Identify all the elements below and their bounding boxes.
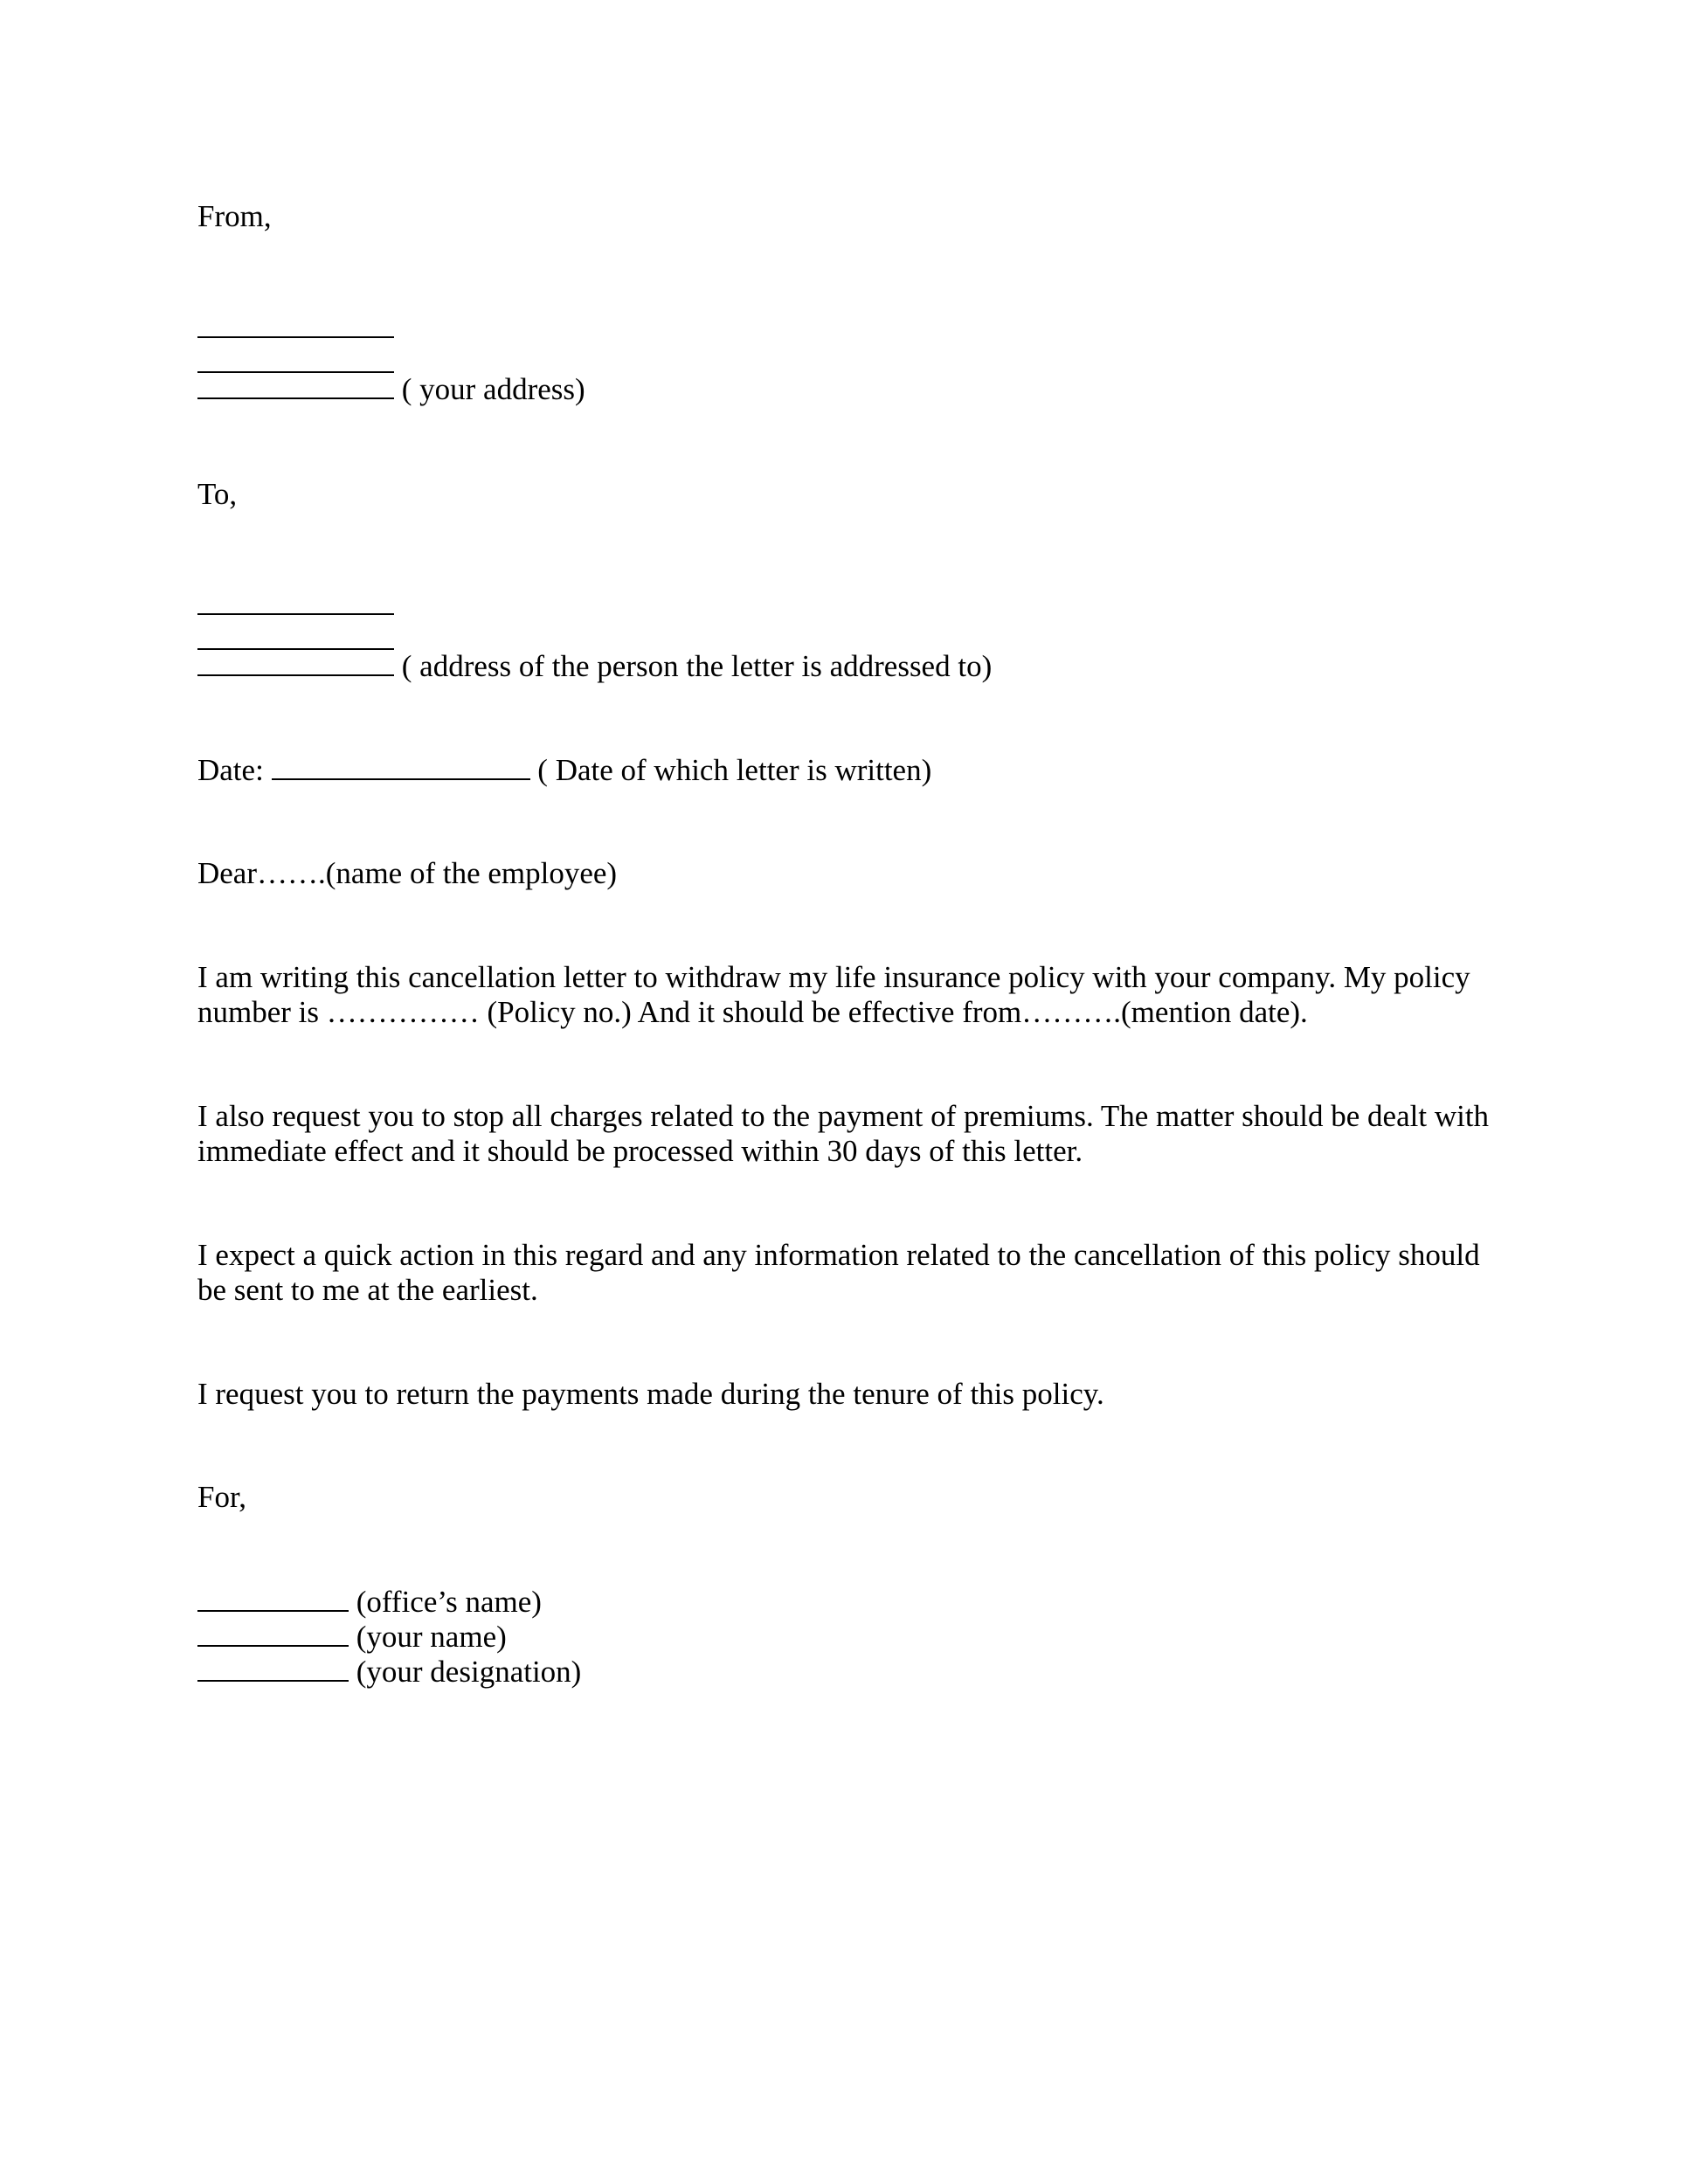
paragraph-1-line-1: I am writing this cancellation letter to withdraw my life insurance policy with your company. My policy (197, 960, 1470, 994)
from-address-line-1 (197, 310, 394, 346)
to-address-hint: ( address of the person the letter is addressed to) (394, 649, 993, 683)
from-address-line-3 (197, 371, 585, 407)
blank-field (197, 371, 394, 399)
blank-field (197, 1584, 349, 1612)
signature-name-line (197, 1619, 507, 1655)
date-blank-field (272, 752, 530, 780)
closing-label: For, (197, 1480, 246, 1514)
signature-office-hint: (office’s name) (349, 1585, 542, 1619)
date-line (197, 752, 931, 788)
blank-field (197, 1619, 349, 1647)
paragraph-3-line-1: I expect a quick action in this regard and any information related to the cancellation of this policy should (197, 1238, 1480, 1272)
blank-field (197, 587, 394, 615)
paragraph-4: I request you to return the payments made during the tenure of this policy. (197, 1377, 1104, 1411)
paragraph-3-line-2: be sent to me at the earliest. (197, 1273, 538, 1307)
blank-field (197, 622, 394, 650)
blank-field (197, 648, 394, 676)
to-label: To, (197, 477, 238, 511)
signature-designation-hint: (your designation) (349, 1655, 582, 1689)
signature-name-hint: (your name) (349, 1620, 507, 1654)
paragraph-2-line-1: I also request you to stop all charges related to the payment of premiums. The matter should be dealt with (197, 1099, 1490, 1133)
to-address-line-3 (197, 648, 992, 684)
paragraph-1-line-2: number is …………… (Policy no.) And it should be effective from……….(mention date). (197, 995, 1308, 1029)
salutation: Dear…….(name of the employee) (197, 856, 618, 890)
from-address-hint: ( your address) (394, 372, 585, 406)
blank-field (197, 1654, 349, 1682)
signature-designation-line (197, 1654, 581, 1690)
from-label: From, (197, 199, 272, 233)
signature-office-line (197, 1584, 542, 1620)
to-address-line-1 (197, 587, 394, 623)
date-hint: ( Date of which letter is written) (529, 753, 932, 787)
blank-field (197, 345, 394, 373)
date-label: Date: (197, 753, 272, 787)
blank-field (197, 310, 394, 338)
paragraph-2-line-2: immediate effect and it should be processed within 30 days of this letter. (197, 1134, 1083, 1168)
